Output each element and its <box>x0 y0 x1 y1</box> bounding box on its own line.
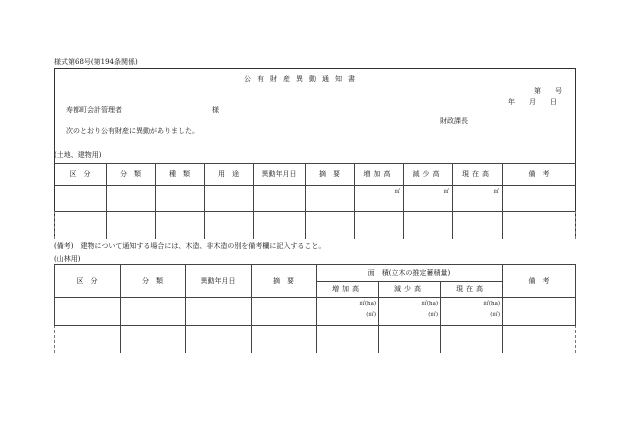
land-section-heading: (土地、建物用) <box>54 151 102 159</box>
land-unit-current: ㎡ <box>493 189 499 195</box>
land-unit-decrease: ㎡ <box>443 189 449 195</box>
forest-header-decrease: 減少高 <box>394 285 424 293</box>
remarks-note: (備考) 建物について通知する場合には、木造、非木造の別を備考欄に記入すること。 <box>54 242 326 250</box>
document-number-label: 第 号 <box>534 87 562 95</box>
forest-unit-area-decrease: ㎡(ha) <box>421 301 438 307</box>
forest-unit-volume-current: (㎥) <box>490 312 500 318</box>
upper-frame <box>54 68 576 239</box>
document-title: 公有財産異動通知書 <box>244 75 361 83</box>
forest-header-change-date: 異動年月日 <box>200 276 236 285</box>
land-header-use: 用 途 <box>218 170 239 178</box>
forest-header-category: 区 分 <box>76 276 98 285</box>
land-header-class: 分 類 <box>120 170 141 178</box>
forest-section-heading: (山林用) <box>54 255 81 263</box>
land-unit-increase: ㎡ <box>394 189 400 195</box>
forest-unit-area-current: ㎡(ha) <box>483 301 500 307</box>
land-header-increase: 増加高 <box>363 170 394 178</box>
forest-header-summary: 摘 要 <box>273 276 294 285</box>
land-header-remarks: 備 考 <box>528 170 550 178</box>
land-header-decrease: 減少高 <box>412 170 443 178</box>
forest-header-class: 分 類 <box>142 276 163 285</box>
intro-text: 次のとおり公有財産に異動がありました。 <box>66 127 199 135</box>
land-header-category: 区 分 <box>69 170 91 178</box>
forest-header-increase: 増加高 <box>332 285 362 293</box>
forest-header-remarks: 備 考 <box>528 276 550 285</box>
addressee: 寿都町会計管理者 <box>66 106 122 114</box>
date-label: 年 月 日 <box>508 98 557 106</box>
land-header-change-date: 異動年月日 <box>261 170 297 178</box>
forest-unit-volume-increase: (㎥) <box>366 312 376 318</box>
forest-header-area: 面 積(立木の推定蓄積量) <box>367 268 451 277</box>
forest-unit-volume-decrease: (㎥) <box>428 312 438 318</box>
honorific: 様 <box>212 106 219 114</box>
land-header-current: 現在高 <box>462 170 492 178</box>
land-header-type: 種 類 <box>169 170 190 178</box>
form-number: 様式第68号(第194条関係) <box>54 58 138 66</box>
forest-unit-area-increase: ㎡(ha) <box>359 301 376 307</box>
forest-header-current: 現在高 <box>456 285 486 293</box>
sender: 財政課長 <box>440 117 468 125</box>
land-header-summary: 摘 要 <box>319 170 340 178</box>
